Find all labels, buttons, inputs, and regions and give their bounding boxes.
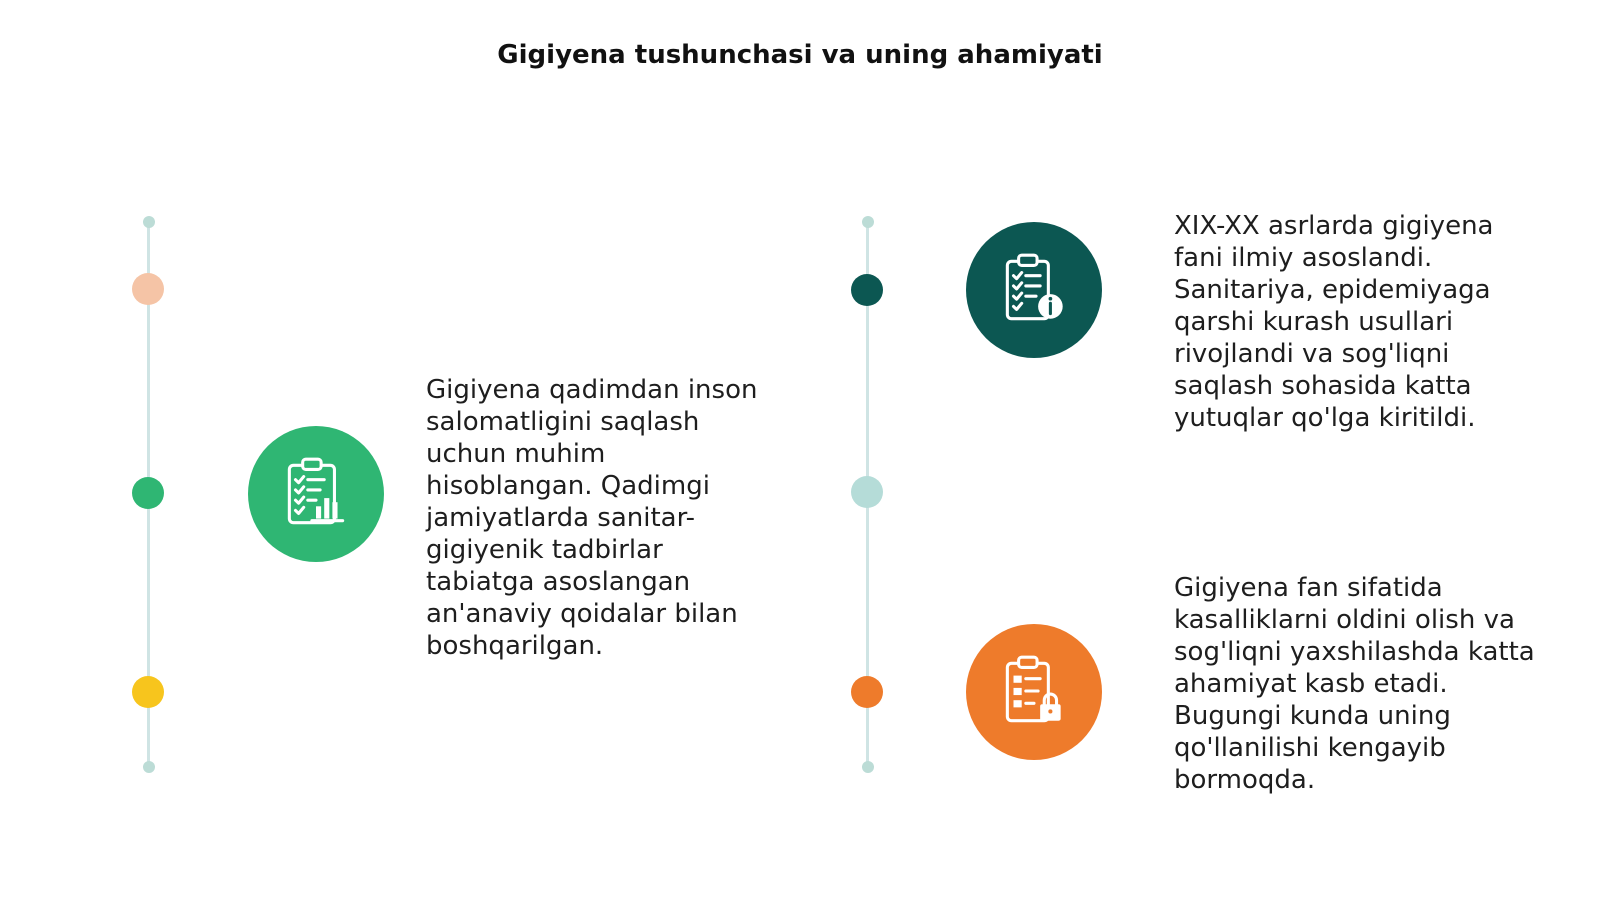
item-3-text: Gigiyena fan sifatida kasalliklarni oldini olish va sog'liqni yaxshilashda katta ahamiyat kasb etadi. Bugungi kunda uning qo'llanilishi kengayib bormoqda. [1174, 573, 1535, 795]
right-marker-orange [851, 676, 883, 708]
clipboard-info-icon [966, 222, 1102, 358]
left-marker-green [132, 477, 164, 509]
left-timeline-bottom-cap [143, 761, 155, 773]
left-marker-yellow [132, 676, 164, 708]
page-title: Gigiyena tushunchasi va uning ahamiyati [497, 40, 1103, 70]
item-1-text: Gigiyena qadimdan inson salomatligini saqlash uchun muhim hisoblangan. Qadimgi jamiyatlarda sanitar-gigiyenik tadbirlar tabiatga asoslangan an'anaviy qoidalar bilan boshqarilgan. [426, 375, 758, 661]
right-timeline-bottom-cap [862, 761, 874, 773]
right-marker-light-teal [851, 476, 883, 508]
clipboard-chart-icon [248, 426, 384, 562]
right-marker-teal [851, 274, 883, 306]
left-timeline-top-cap [143, 216, 155, 228]
right-timeline-top-cap [862, 216, 874, 228]
clipboard-lock-icon [966, 624, 1102, 760]
item-2-text: XIX-XX asrlarda gigiyena fani ilmiy asoslandi. Sanitariya, epidemiyaga qarshi kurash usullari rivojlandi va sog'liqni saqlash sohasida katta yutuqlar qo'lga kiritildi. [1174, 211, 1494, 433]
left-marker-peach [132, 273, 164, 305]
